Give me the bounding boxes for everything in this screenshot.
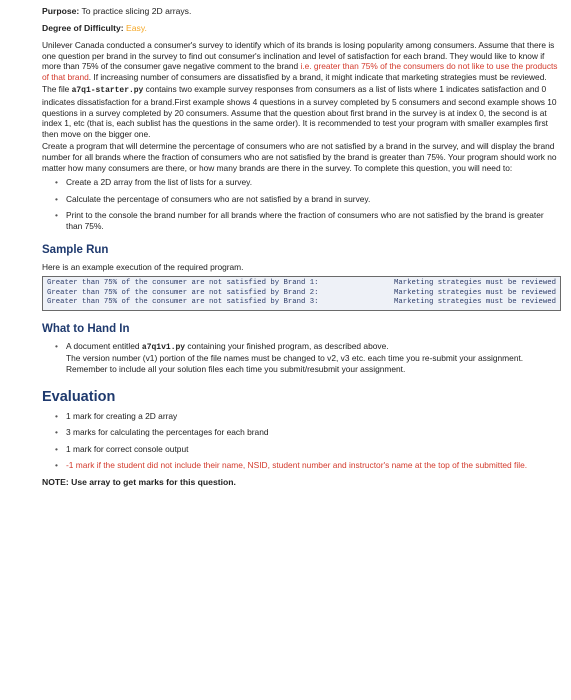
console-line-right: Marketing strategies must be reviewed <box>393 279 556 288</box>
note-text: NOTE: Use array to get marks for this question. <box>42 477 236 488</box>
starter-filename: a7q1-starter.py <box>71 86 144 96</box>
list-item: • Create a 2D array from the list of lists for a survey. <box>42 177 561 188</box>
console-line-left: Greater than 75% of the consumer are not satisfied by Brand 1: <box>47 279 319 288</box>
console-line-right: Marketing strategies must be reviewed <box>393 298 556 307</box>
console-line-left: Greater than 75% of the consumer are not satisfied by Brand 2: <box>47 288 319 297</box>
intro-p2-tail: contains two example survey responses from consumers as a list of lists where 1 indicates satisfaction and 0 indicates dissatisfaction for a brand.First example shows 4 questions in a survey completed by 5 consumers and second example shows 10 questions in a survey completed by 20 consumers. Assume that the question about first brand in the survey is at index 0, the second is at index 1, etc (that is, each sublist has the questions in the same order). It is recommended to test your program with smaller examples first then move on the bigger one. <box>42 84 557 139</box>
hand-in-text: A document entitled <box>66 340 142 351</box>
list-item <box>42 341 561 375</box>
hand-in-heading: What to Hand In <box>42 322 130 335</box>
hand-in-text-tail: containing your finished program, as described above. <box>185 340 389 351</box>
console-line-right: Marketing strategies must be reviewed <box>393 288 556 297</box>
difficulty-value: Easy. <box>126 23 147 33</box>
hand-in-list <box>42 341 561 375</box>
console-output <box>42 276 561 311</box>
list-item: • 1 mark for creating a 2D array <box>42 411 561 422</box>
list-item: • 3 marks for calculating the percentages for each brand <box>42 427 561 438</box>
purpose-text: To practice slicing 2D arrays. <box>81 6 192 16</box>
list-item: • Print to the console the brand number for all brands where the fraction of consumers who are not satisfied by the brand is greater than 75%. <box>42 210 561 231</box>
task-list <box>42 177 561 231</box>
intro-p1-tail: . If increasing number of consumers are dissatisfied by a brand, it might indicate that marketing strategies must be reviewed. <box>88 71 547 82</box>
purpose-label: Purpose: <box>42 6 80 16</box>
list-item: • Calculate the percentage of consumers who are not satisfied by a brand in survey. <box>42 194 561 205</box>
console-line <box>47 298 556 308</box>
evaluation-list <box>42 411 561 471</box>
difficulty-label: Degree of Difficulty: <box>42 23 124 33</box>
sample-run-heading: Sample Run <box>42 243 109 256</box>
penalty-item: • -1 mark if the student did not include their name, NSID, student number and instructor's name at the top of the submitted file. <box>42 460 561 471</box>
intro-p1-text: Unilever Canada conducted a consumer's survey to identify which of its brands is losing popularity among consumers. Assume that there is one question per brand in the survey to find out consumer's inclination and level of satisfaction for each brand. They would like to know if more than 75% of the consumer gave negative comment to the brand <box>42 40 555 72</box>
intro-paragraph-1 <box>42 40 561 82</box>
list-item: • 1 mark for correct console output <box>42 444 561 455</box>
sample-run-intro: Here is an example execution of the required program. <box>42 261 244 272</box>
intro-p1-highlight: i.e. greater than 75% of the consumers do not like to use the products of that brand <box>42 61 558 82</box>
submission-filename: a7q1v1.py <box>141 342 186 352</box>
intro-paragraph-2 <box>42 84 561 139</box>
evaluation-heading: Evaluation <box>42 388 116 405</box>
intro-paragraph-3: Create a program that will determine the percentage of consumers who are not satisfied by a brand in the survey, and will display the brand number for all brands where the fraction of consumers who are not satisfied by the brand is greater than 75%. Your program should work no matter how many consumers are there, or how many brands are there in the survey. To complete this question, you will need to: <box>42 141 557 173</box>
purpose-line <box>42 6 561 17</box>
console-line <box>47 289 556 299</box>
difficulty-line <box>42 23 561 34</box>
console-line-left: Greater than 75% of the consumer are not satisfied by Brand 3: <box>47 298 319 307</box>
intro-p2-text: The file <box>42 84 72 95</box>
console-line <box>47 279 556 289</box>
hand-in-version-note: The version number (v1) portion of the file names must be changed to v2, v3 etc. each time you re-submit your assignment. Remember to include all your solution files each time you submit/resubmit your assignment. <box>66 353 524 375</box>
